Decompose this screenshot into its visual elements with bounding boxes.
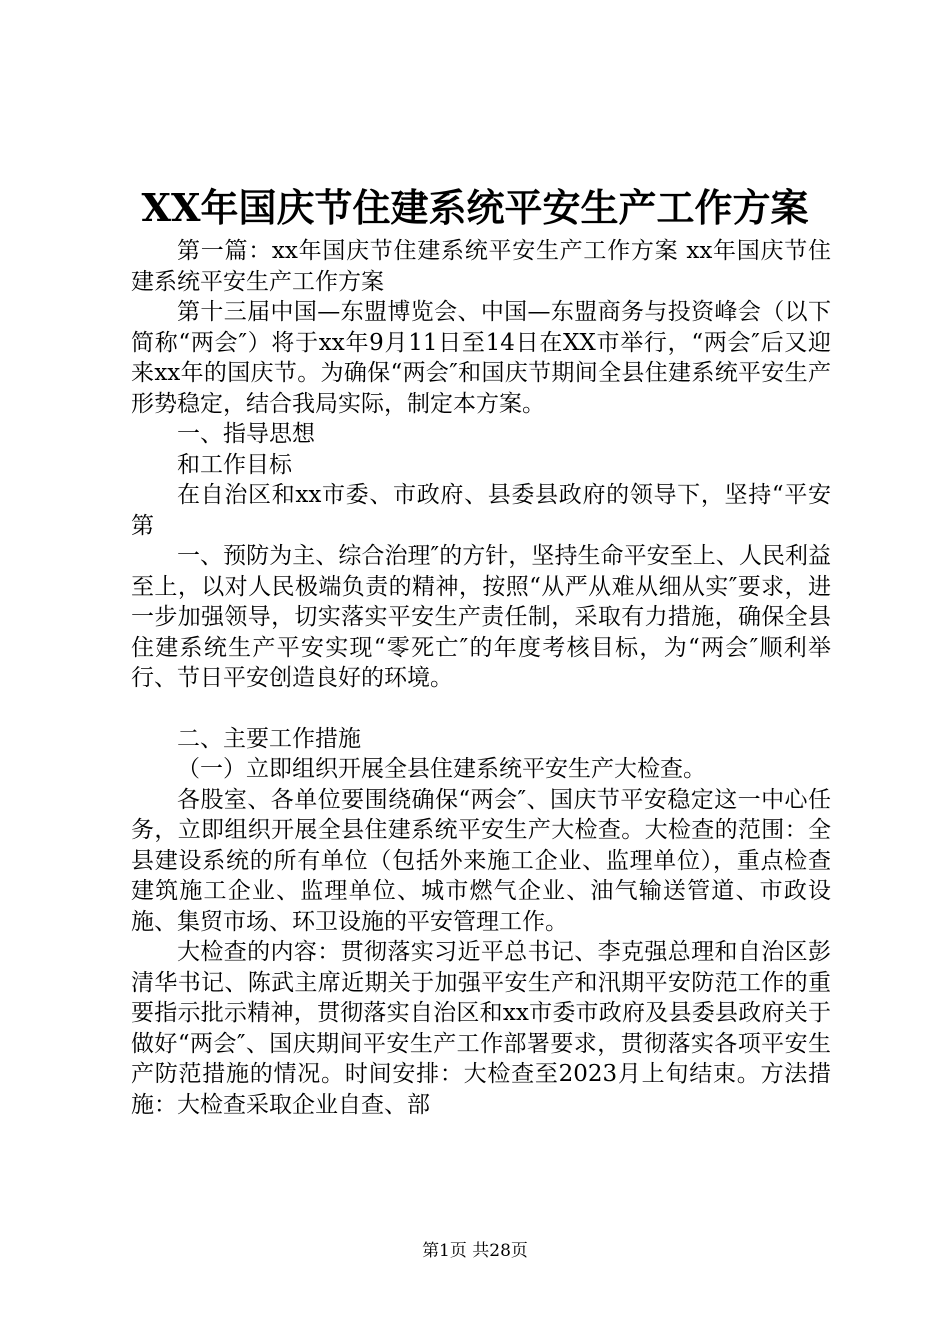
- section-heading-main-measures: 二、主要工作措施: [177, 725, 361, 752]
- section-heading-work-goals: 和工作目标: [177, 451, 292, 478]
- page-number-footer: 第1页 共28页: [422, 1241, 528, 1261]
- paragraph-inspection-content: 大检查的内容：贯彻落实习近平总书记、李克强总理和自治区彭清华书记、陈武主席近期关于加强平安生产和汛期平安防范工作的重要指示批示精神，贯彻落实自治区和xx市委市政府及县委县政府关于做好“两会″、国庆期间平安生产工作部署要求，贯彻落实各项平安生产防范措施的情况。时间安排：大检查至2023月上旬结束。方法措施：大检查采取企业自查、部: [131, 939, 831, 1118]
- document-body: [131, 236, 831, 1120]
- paragraph-chapter-heading: 第一篇：xx年国庆节住建系统平安生产工作方案 xx年国庆节住建系统平安生产工作方案: [131, 238, 831, 295]
- section-heading-guiding-ideology: 一、指导思想: [177, 421, 315, 447]
- subsection-heading-inspection: （一）立即组织开展全县住建系统平安生产大检查。: [177, 756, 706, 782]
- document-title: XX年国庆节住建系统平安生产工作方案: [141, 185, 809, 230]
- paragraph-inspection-scope: 各股室、各单位要围绕确保“两会″、国庆节平安稳定这一中心任务，立即组织开展全县住建系统平安生产大检查。大检查的范围：全县建设系统的所有单位（包括外来施工企业、监理单位），重点检查建筑施工企业、监理单位、城市燃气企业、油气输送管道、市政设施、集贸市场、环卫设施的平安管理工作。: [131, 786, 831, 935]
- paragraph-gap: [131, 694, 831, 724]
- paragraph-intro: 第十三届中国—东盟博览会、中国—东盟商务与投资峰会（以下简称“两会″）将于xx年9月11日至14日在XX市举行，“两会″后又迎来xx年的国庆节。为确保“两会″和国庆节期间全县住建系统平安生产形势稳定，结合我局实际，制定本方案。: [131, 299, 831, 417]
- paragraph-leadership: 在自治区和xx市委、市政府、县委县政府的领导下，坚持“平安第: [131, 482, 831, 539]
- paragraph-policy: 一、预防为主、综合治理″的方针，坚持生命平安至上、人民利益至上，以对人民极端负责的精神，按照“从严从难从细从实″要求，进一步加强领导，切实落实平安生产责任制，采取有力措施，确保全县住建系统生产平安实现“零死亡″的年度考核目标，为“两会″顺利举行、节日平安创造良好的环境。: [131, 543, 831, 691]
